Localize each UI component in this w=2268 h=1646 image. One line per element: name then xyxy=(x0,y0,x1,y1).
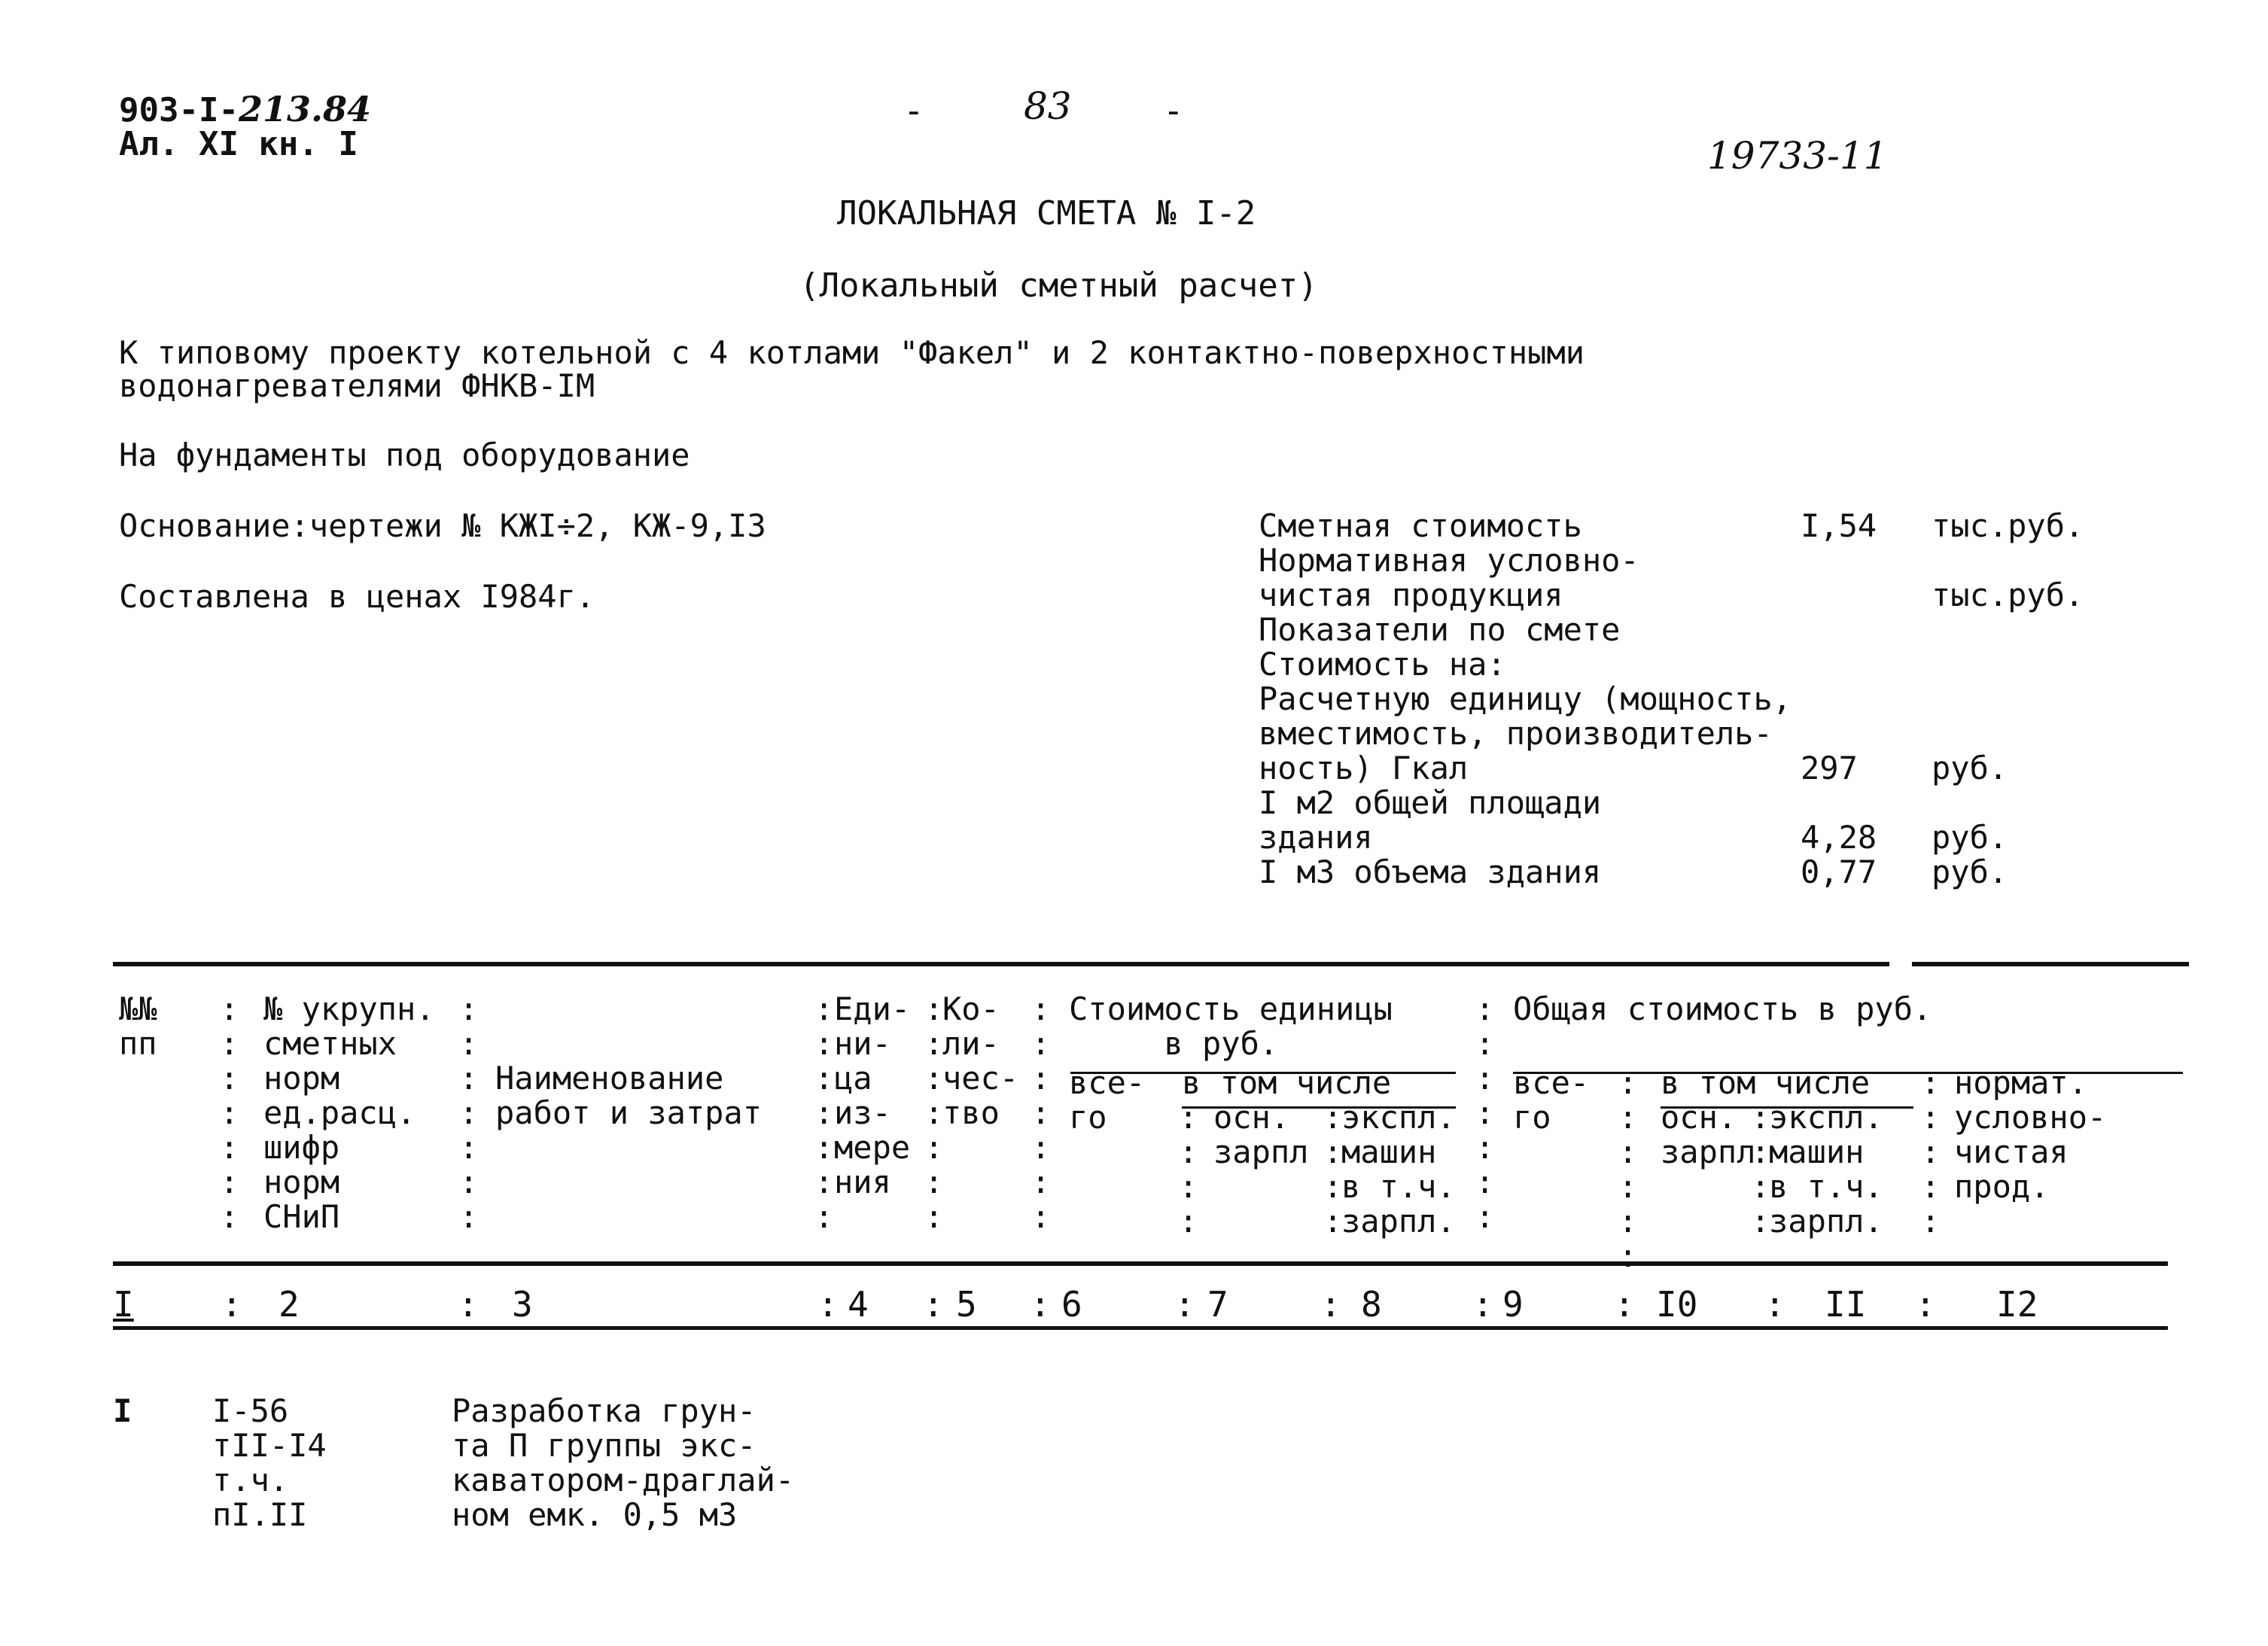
header-separator-2: : : : : : : : xyxy=(459,990,479,1235)
document-subtitle: (Локальный сметный расчет) xyxy=(799,266,1318,305)
header-total-wage: осн. зарпл xyxy=(1661,1099,1756,1170)
col-number-9: 9 xyxy=(1502,1284,1524,1325)
header-separator-5: : : : : : : : xyxy=(1031,990,1051,1235)
header-total-machines: экспл. машин в т.ч. зарпл. xyxy=(1769,1099,1883,1240)
header-row-number: №№ пп xyxy=(119,990,157,1062)
summary-estimate-label: Сметная стоимость xyxy=(1259,507,1582,544)
header-separator-1: : : : : : : : xyxy=(220,990,239,1235)
header-total-cost: Общая стоимость в руб. xyxy=(1513,990,1932,1027)
header-separator-3: : : : : : : : xyxy=(814,990,834,1235)
col-sep: : xyxy=(1472,1284,1493,1325)
col-sep: : xyxy=(1320,1284,1341,1325)
row-norm-code: I-56 тII-I4 т.ч. пI.II xyxy=(212,1392,327,1533)
col-number-8: 8 xyxy=(1361,1284,1382,1325)
header-bottom-rule xyxy=(113,1261,2168,1266)
col-sep: : xyxy=(817,1284,839,1325)
table-top-rule-left xyxy=(113,962,1889,966)
header-norms: № укрупн. сметных норм ед.расц. шифр норм СНиП xyxy=(263,990,435,1235)
col-number-2: 2 xyxy=(279,1284,300,1325)
page-number: 83 xyxy=(1024,84,1072,128)
header-separator-10: : : : : xyxy=(1751,1099,1770,1240)
doc-code xyxy=(119,89,371,129)
summary-unit-unit: руб. xyxy=(1932,750,2008,786)
col-number-11: II xyxy=(1825,1284,1867,1325)
header-unit: Еди- ни- ца из- мере ния xyxy=(834,990,911,1200)
header-quantity: Ко- ли- чес- тво xyxy=(942,990,1019,1131)
col-sep: : xyxy=(1174,1284,1195,1325)
summary-area-value: 4,28 xyxy=(1801,819,1877,856)
summary-indicators-label: Показатели по смете Стоимость на: Расчетную единицу (мощность, вместимость, производитель- ность) Гкал xyxy=(1259,611,1792,786)
summary-estimate-value: I,54 xyxy=(1801,507,1877,544)
header-separator-11: : : : : : xyxy=(1921,1064,1941,1240)
row-work-name: Разработка грун- та П группы экс- каватором-драглай- ном емк. 0,5 м3 xyxy=(452,1392,795,1533)
col-sep: : xyxy=(221,1284,242,1325)
col-number-12: I2 xyxy=(1996,1284,2038,1325)
project-line-1: К типовому проекту котельной с 4 котлами "Факел" и 2 контактно-поверхностными xyxy=(119,334,1585,371)
price-level: Составлена в ценах I984г. xyxy=(119,578,595,615)
header-total-incl: в том числе xyxy=(1661,1064,1871,1101)
object-name: На фундаменты под оборудование xyxy=(119,437,690,473)
summary-volume-unit: руб. xyxy=(1932,853,2008,890)
header-norm-output: нормат. условно- чистая прод. xyxy=(1954,1064,2107,1205)
project-line-2: водонагревателями ФНКВ-IМ xyxy=(119,367,595,404)
col-sep: : xyxy=(1030,1284,1051,1325)
header-work-name: Наименование работ и затрат xyxy=(495,1060,763,1131)
summary-estimate-unit: тыс.руб. xyxy=(1932,507,2084,544)
header-unit-incl: в том числе xyxy=(1182,1064,1392,1101)
summary-unit-value: 297 xyxy=(1801,750,1858,786)
col-sep: : xyxy=(458,1284,479,1325)
col-number-5: 5 xyxy=(956,1284,977,1325)
doc-code-handwritten: 213.84 xyxy=(238,89,372,129)
album-info: Ал. XI кн. I xyxy=(119,125,358,163)
col-number-10: I0 xyxy=(1656,1284,1698,1325)
colnum-bottom-rule xyxy=(113,1326,2168,1330)
inventory-number: 19733-11 xyxy=(1707,134,1888,178)
basis: Основание:чертежи № КЖI÷2, КЖ-9,I3 xyxy=(119,507,766,544)
summary-area-unit: руб. xyxy=(1932,819,2008,856)
summary-volume-label: I м3 объема здания xyxy=(1259,853,1602,890)
header-unit-total: все- го xyxy=(1069,1064,1146,1136)
summary-norm-unit: тыс.руб. xyxy=(1932,577,2084,613)
col-number-1: I xyxy=(113,1284,134,1325)
header-total-total: все- го xyxy=(1513,1064,1590,1136)
col-sep: : xyxy=(923,1284,944,1325)
page-number-left-dash: - xyxy=(903,90,924,131)
header-separator-6: : : : : xyxy=(1179,1099,1198,1240)
document-title: ЛОКАЛЬНАЯ СМЕТА № I-2 xyxy=(837,194,1256,233)
col-sep: : xyxy=(1764,1284,1785,1325)
col-number-7: 7 xyxy=(1207,1284,1228,1325)
header-separator-4: : : : : : : : xyxy=(924,990,944,1235)
col-number-6: 6 xyxy=(1061,1284,1082,1325)
header-separator-9: : : : : : : xyxy=(1618,1064,1638,1274)
summary-norm-label: Нормативная условно- чистая продукция xyxy=(1259,542,1639,613)
doc-code-printed: 903-I- xyxy=(119,91,239,129)
header-separator-8: : : : : : : : xyxy=(1475,990,1495,1235)
table-top-rule-right xyxy=(1912,962,2189,966)
col-number-3: 3 xyxy=(512,1284,533,1325)
col-sep: : xyxy=(1614,1284,1635,1325)
summary-volume-value: 0,77 xyxy=(1801,853,1877,890)
page-number-right-dash: - xyxy=(1163,90,1184,131)
summary-area-label: I м2 общей площади здания xyxy=(1259,784,1602,856)
col-sep: : xyxy=(1915,1284,1936,1325)
header-separator-7: : : : : xyxy=(1323,1099,1343,1240)
header-unit-cost: Стоимость единицы в руб. xyxy=(1069,990,1393,1062)
row-number: I xyxy=(113,1392,132,1429)
col-number-4: 4 xyxy=(848,1284,869,1325)
header-unit-machines: экспл. машин в т.ч. зарпл. xyxy=(1341,1099,1456,1240)
header-unit-wage: осн. зарпл xyxy=(1213,1099,1309,1170)
